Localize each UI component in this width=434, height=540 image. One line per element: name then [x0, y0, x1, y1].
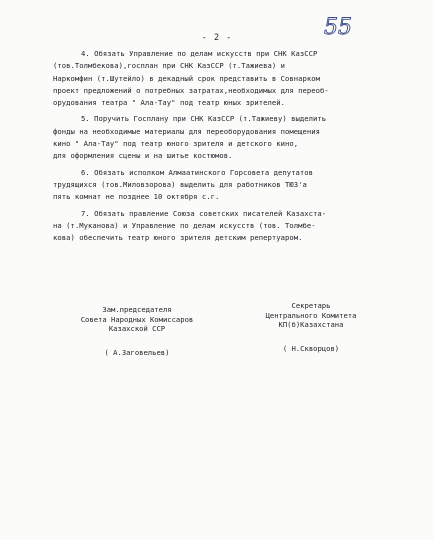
paragraph-6: [53, 167, 375, 204]
page-number: - 2 -: [201, 33, 233, 43]
signature-left: [57, 305, 217, 357]
text-line: 7. Обязать правление Союза советских писателей Казахста-: [81, 208, 327, 218]
signature-title-line: Зам.председателя: [102, 305, 172, 314]
text-line: 5. Поручить Госплану при СНК КазССР (т.Тажиеву) выделить: [81, 114, 327, 124]
text-line: фонды на необходимые материалы для переоборудования помещения: [53, 126, 321, 136]
signature-title-line: Центрального Комитета: [265, 310, 357, 320]
text-line: трудящихся (тов.Миловзорова) выделить для работников ТЮЗ'а: [53, 179, 307, 189]
text-line: кино " Ала-Тау" под театр юного зрителя и детского кино,: [53, 139, 299, 149]
signature-name: ( А.Заговельев): [104, 347, 170, 357]
paragraph-4: [53, 48, 375, 109]
signature-title-line: Совета Народных Комиссаров: [80, 314, 194, 324]
text-line: (тов.Толмбекова),госплан при СНК КазССР (т.Тажиева) и: [53, 61, 285, 71]
text-line: для оформления сцены и на шитье костюмов.: [53, 151, 233, 161]
signature-title-line: Казахской ССР: [108, 324, 166, 334]
text-line: 6. Обязать исполком Алмаатинского Горсовета депутатов: [81, 167, 313, 177]
paragraph-5: [53, 113, 375, 162]
text-line: 4. Обязать Управление по делам искусств при СНК КазССР: [81, 49, 318, 58]
paragraph-7: [53, 208, 375, 245]
text-line: на (т.Муканова) и Управление по делам искусств (тов. Толмбе-: [53, 220, 316, 230]
text-line: пять комнат не позднее 10 октября с.г.: [53, 192, 220, 202]
text-line: проект предложений о потребных затратах,необходимых для переоб-: [53, 85, 329, 95]
document-body: [53, 48, 375, 244]
text-line: кова) обеспечить театр юного зрителя детским репертуаром.: [53, 233, 303, 243]
signature-name: ( Н.Скворцов): [282, 343, 340, 353]
signature-right: [236, 301, 386, 353]
signature-title-line: Секретарь: [291, 301, 331, 310]
text-line: Наркомфин (т.Шутейло) в декадный срок представить в Совнарком: [53, 73, 321, 83]
signature-title-line: КП(б)Казахстана: [278, 320, 344, 330]
handwritten-number-text: 55: [324, 15, 352, 38]
text-line: орудования театра " Ала-Тау" под театр юных зрителей.: [53, 98, 285, 108]
